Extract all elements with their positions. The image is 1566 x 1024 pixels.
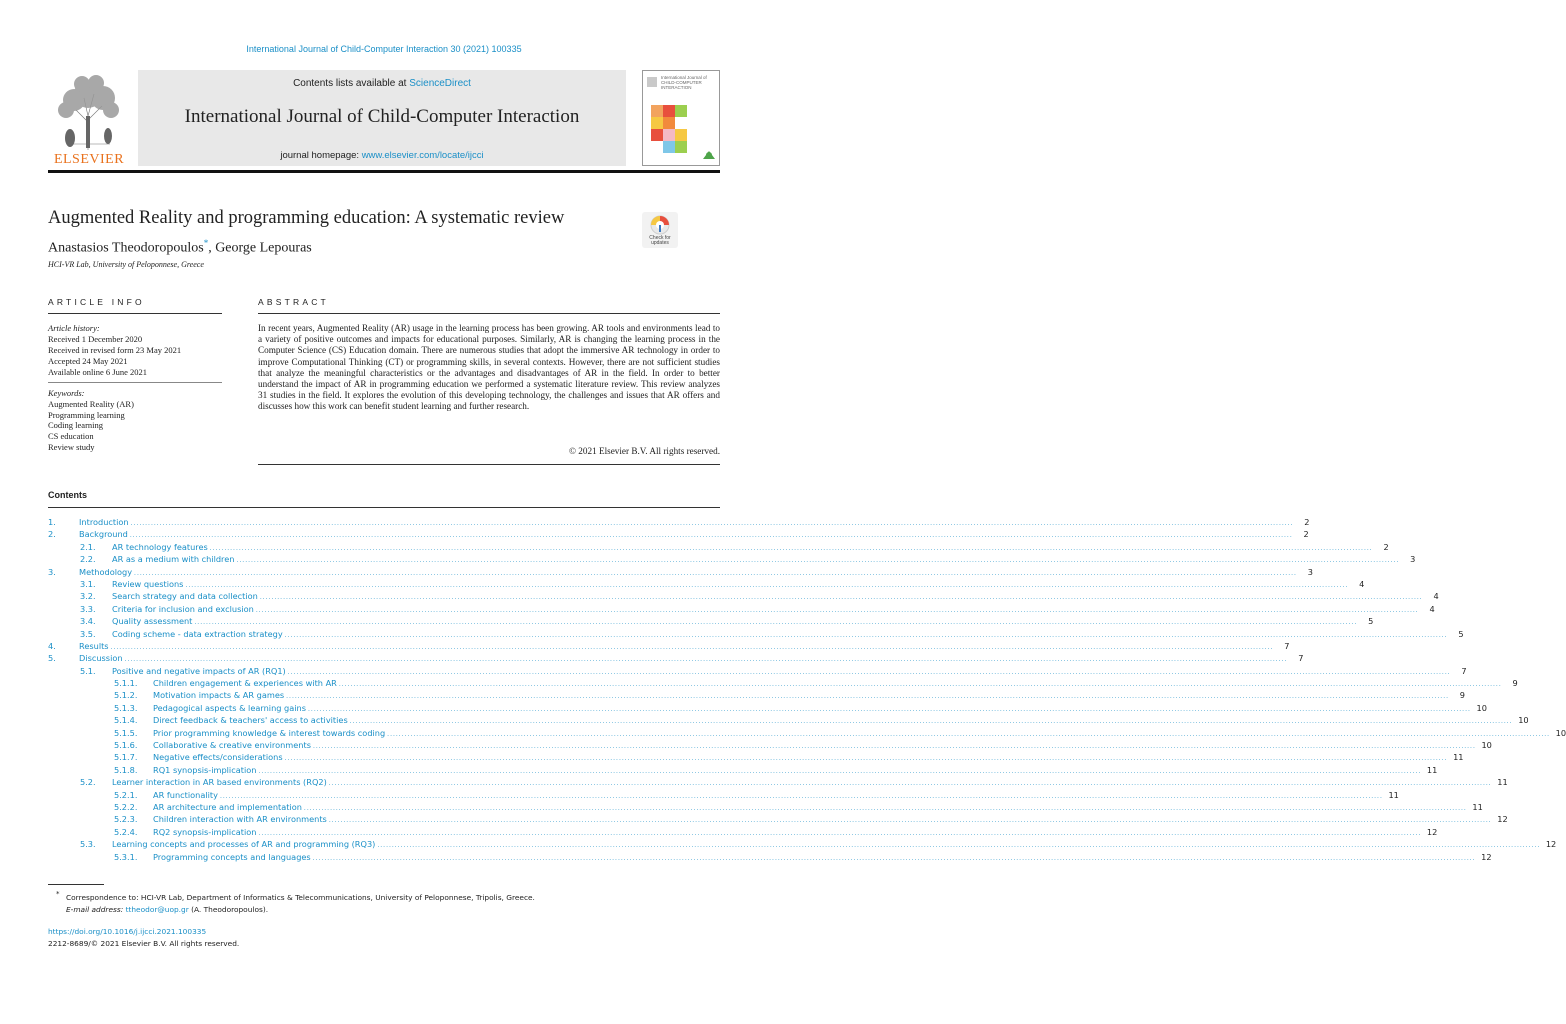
toc-entry-number: 3.3. <box>80 603 96 614</box>
toc-leader-dots: ................................................................................................................................................................................................................................................................................................................................................................................................................ <box>338 681 1502 689</box>
toc-entry[interactable] <box>48 665 1467 677</box>
elsevier-tree-icon <box>48 72 130 152</box>
article-info-rule <box>48 313 222 314</box>
toc-entry-page: 7 <box>1298 653 1304 664</box>
toc-entry-page: 10 <box>1481 740 1492 751</box>
keywords-label: Keywords: <box>48 388 85 398</box>
toc-entry-label[interactable]: Pedagogical aspects & learning gains <box>153 702 307 713</box>
journal-title: International Journal of Child-Computer Interaction <box>184 106 580 127</box>
toc-leader-dots: ................................................................................................................................................................................................................................................................................................................................................................................................................ <box>124 656 1288 664</box>
toc-entry-label[interactable]: Discussion <box>79 653 123 664</box>
cover-art-icon <box>643 71 721 167</box>
toc-entry[interactable] <box>48 727 1566 739</box>
toc-entry-number: 5.1.2. <box>114 690 138 701</box>
toc-entry-number: 5.3.1. <box>114 851 138 862</box>
toc-entry-page: 7 <box>1284 640 1290 651</box>
toc-leader-dots: ................................................................................................................................................................................................................................................................................................................................................................................................................ <box>312 743 1476 751</box>
elsevier-wordmark: ELSEVIER <box>53 152 125 167</box>
email-line <box>66 905 268 914</box>
toc-entry-page: 11 <box>1453 752 1464 763</box>
toc-leader-dots: ................................................................................................................................................................................................................................................................................................................................................................................................................ <box>284 631 1448 639</box>
abstract-heading: ABSTRACT <box>258 297 329 307</box>
toc-entry[interactable] <box>48 528 1309 540</box>
toc-entry[interactable] <box>48 838 1557 850</box>
toc-leader-dots: ................................................................................................................................................................................................................................................................................................................................................................................................................ <box>236 557 1400 565</box>
toc-entry[interactable] <box>48 578 1365 590</box>
toc-entry-label[interactable]: Negative effects/considerations <box>153 752 283 763</box>
toc-leader-dots: ................................................................................................................................................................................................................................................................................................................................................................................................................ <box>303 804 1467 812</box>
toc-entry-number: 5.3. <box>80 839 96 850</box>
toc-entry[interactable] <box>48 851 1492 863</box>
email-link[interactable]: ttheodor@uop.gr <box>125 905 189 914</box>
corresponding-author-mark[interactable]: * <box>203 238 209 248</box>
toc-entry-label[interactable]: Criteria for inclusion and exclusion <box>112 603 254 614</box>
toc-entry-page: 12 <box>1481 851 1492 862</box>
toc-leader-dots: ................................................................................................................................................................................................................................................................................................................................................................................................................ <box>377 842 1541 850</box>
toc-entry-label[interactable]: Children engagement & experiences with AR <box>153 678 337 689</box>
keyword-item: Review study <box>48 441 95 452</box>
contents-prefix: Contents lists available at <box>293 78 410 89</box>
toc-entry[interactable] <box>48 714 1529 726</box>
email-suffix: (A. Theodoropoulos). <box>191 905 269 914</box>
toc-entry[interactable] <box>48 640 1290 652</box>
toc-entry-number: 5.2.3. <box>114 814 138 825</box>
journal-citation[interactable]: International Journal of Child-Computer Interaction 30 (2021) 100335 <box>246 44 522 54</box>
toc-entry-number: 2.2. <box>80 554 96 565</box>
toc-entry-label[interactable]: AR as a medium with children <box>112 554 235 565</box>
toc-entry[interactable] <box>48 813 1508 825</box>
toc-entry-page: 4 <box>1359 578 1365 589</box>
toc-entry-page: 10 <box>1518 715 1529 726</box>
toc-entry-page: 2 <box>1304 517 1310 527</box>
keyword-item: Coding learning <box>48 420 104 431</box>
contents-title: Contents <box>48 490 87 500</box>
toc-entry-number: 5.1.3. <box>114 702 138 713</box>
toc-entry-label[interactable]: Collaborative & creative environments <box>153 740 311 751</box>
toc-entry[interactable] <box>48 553 1416 565</box>
abstract-copyright: © 2021 Elsevier B.V. All rights reserved. <box>569 446 720 456</box>
journal-homepage <box>138 150 626 161</box>
toc-entry-label[interactable]: Coding scheme - data extraction strategy <box>112 628 283 639</box>
toc-entry-page: 2 <box>1303 529 1309 540</box>
toc-entry-number: 5.2.4. <box>114 826 138 837</box>
toc-leader-dots: ................................................................................................................................................................................................................................................................................................................................................................................................................ <box>219 792 1383 800</box>
toc-entry-page: 7 <box>1461 665 1467 676</box>
toc-entry-number: 5.1.1. <box>114 678 138 689</box>
toc-entry-label[interactable]: Review questions <box>112 578 184 589</box>
toc-leader-dots: ................................................................................................................................................................................................................................................................................................................................................................................................................ <box>209 544 1373 552</box>
toc-entry[interactable] <box>48 566 1313 578</box>
toc-entry[interactable] <box>48 615 1374 627</box>
toc-leader-dots: ................................................................................................................................................................................................................................................................................................................................................................................................................ <box>286 693 1450 701</box>
toc-entry-label[interactable]: AR technology features <box>112 541 208 552</box>
toc-entry-page: 2 <box>1383 541 1389 552</box>
history-item: Received 1 December 2020 <box>48 334 143 344</box>
toc-leader-dots: ................................................................................................................................................................................................................................................................................................................................................................................................................ <box>349 718 1513 726</box>
abstract-bottom-rule <box>258 464 720 465</box>
doi-link[interactable]: https://doi.org/10.1016/j.ijcci.2021.100335 <box>48 927 207 936</box>
toc-leader-dots: ................................................................................................................................................................................................................................................................................................................................................................................................................ <box>259 594 1423 602</box>
author-affiliation: HCI-VR Lab, University of Peloponnese, Greece <box>48 260 204 269</box>
issn-copyright: 2212-8689/© 2021 Elsevier B.V. All rights reserved. <box>48 939 240 948</box>
masthead-divider <box>48 170 720 173</box>
author-rest[interactable]: , George Lepouras <box>208 240 312 256</box>
toc-entry-number: 3.5. <box>80 628 96 639</box>
article-history <box>48 323 222 378</box>
toc-leader-dots: ................................................................................................................................................................................................................................................................................................................................................................................................................ <box>328 780 1492 788</box>
toc-entry-number: 3.4. <box>80 616 96 627</box>
toc-entry[interactable] <box>48 801 1483 813</box>
toc-entry[interactable] <box>48 826 1438 838</box>
toc-leader-dots: ................................................................................................................................................................................................................................................................................................................................................................................................................ <box>129 532 1293 540</box>
email-label: E-mail address: <box>66 905 124 914</box>
keyword-item: Programming learning <box>48 409 125 420</box>
journal-cover-thumbnail[interactable] <box>642 70 720 166</box>
toc-entry[interactable] <box>48 739 1492 751</box>
abstract-rule <box>258 313 720 314</box>
toc-entry-label[interactable]: RQ2 synopsis-implication <box>153 826 257 837</box>
toc-entry-number: 3.1. <box>80 578 96 589</box>
contents-availability <box>138 78 626 89</box>
toc-entry-number: 5.2.2. <box>114 801 138 812</box>
toc-entry-number: 2. <box>48 529 56 540</box>
toc-entry-number: 5.1.6. <box>114 740 138 751</box>
toc-entry[interactable] <box>48 751 1464 763</box>
elsevier-logo <box>48 72 130 166</box>
cover-title: International Journal of CHILD-COMPUTER INTERACTION <box>661 75 707 90</box>
toc-leader-dots: ................................................................................................................................................................................................................................................................................................................................................................................................................ <box>258 829 1422 837</box>
check-for-updates-label[interactable]: Check for updates <box>649 235 671 246</box>
toc-entry-label[interactable]: AR architecture and implementation <box>153 801 302 812</box>
toc-leader-dots: ................................................................................................................................................................................................................................................................................................................................................................................................................ <box>194 619 1358 627</box>
correspondence-text: Correspondence to: HCI-VR Lab, Department of Informatics & Telecommunications, University of Peloponnese, Tripolis, Greece. <box>66 893 535 902</box>
toc-leader-dots: ................................................................................................................................................................................................................................................................................................................................................................................................................ <box>287 668 1451 676</box>
toc-entry-label[interactable]: Motivation impacts & AR games <box>153 690 285 701</box>
keyword-item: Augmented Reality (AR) <box>48 398 134 409</box>
toc-entry-number: 5.1.8. <box>114 764 138 775</box>
history-item: Received in revised form 23 May 2021 <box>48 345 182 355</box>
toc-entry[interactable] <box>48 702 1487 714</box>
history-item: Available online 6 June 2021 <box>48 367 147 377</box>
toc-entry-number: 3. <box>48 566 56 577</box>
contents-rule <box>48 507 720 508</box>
homepage-link[interactable]: www.elsevier.com/locate/ijcci <box>361 150 484 161</box>
toc-entry[interactable] <box>48 689 1466 701</box>
table-of-contents <box>48 516 1566 863</box>
toc-entry-page: 11 <box>1472 801 1483 812</box>
toc-entry-number: 5.1.4. <box>114 715 138 726</box>
toc-leader-dots: ................................................................................................................................................................................................................................................................................................................................................................................................................ <box>308 705 1471 713</box>
toc-entry-number: 1. <box>48 517 56 527</box>
toc-entry-number: 5.2. <box>80 777 96 788</box>
toc-leader-dots: ................................................................................................................................................................................................................................................................................................................................................................................................................ <box>134 569 1297 577</box>
keywords-block <box>48 388 222 453</box>
toc-leader-dots: ................................................................................................................................................................................................................................................................................................................................................................................................................ <box>258 767 1422 775</box>
toc-entry-page: 3 <box>1410 554 1416 565</box>
history-label: Article history: <box>48 323 100 333</box>
toc-entry-number: 4. <box>48 640 56 651</box>
footnote-mark: * <box>56 890 60 898</box>
toc-entry-page: 3 <box>1307 566 1313 577</box>
toc-entry[interactable] <box>48 590 1439 602</box>
toc-entry-label[interactable]: RQ1 synopsis-implication <box>153 764 257 775</box>
toc-entry-label[interactable]: Learning concepts and processes of AR and programming (RQ3) <box>112 839 376 850</box>
sciencedirect-link[interactable]: ScienceDirect <box>409 78 471 89</box>
footnote-rule <box>48 884 104 885</box>
toc-entry-label[interactable]: Methodology <box>79 566 133 577</box>
toc-entry-page: 9 <box>1459 690 1466 701</box>
masthead-center <box>138 70 626 166</box>
toc-leader-dots: ................................................................................................................................................................................................................................................................................................................................................................................................................ <box>185 581 1349 589</box>
toc-entry-label[interactable]: Children interaction with AR environments <box>153 814 327 825</box>
toc-entry-label[interactable]: Background <box>79 529 128 540</box>
toc-entry-number: 5.1. <box>80 665 96 676</box>
toc-entry-label[interactable]: Quality assessment <box>112 616 193 627</box>
article-title: Augmented Reality and programming education: A systematic review <box>48 208 565 228</box>
author-first[interactable]: Anastasios Theodoropoulos <box>48 240 204 256</box>
toc-leader-dots: ................................................................................................................................................................................................................................................................................................................................................................................................................ <box>255 606 1419 614</box>
toc-entry-label[interactable]: Search strategy and data collection <box>112 591 258 602</box>
toc-entry[interactable] <box>48 677 1518 689</box>
toc-entry[interactable] <box>48 628 1464 640</box>
toc-leader-dots: ................................................................................................................................................................................................................................................................................................................................................................................................................ <box>284 755 1448 763</box>
toc-entry-page: 12 <box>1545 839 1557 850</box>
toc-entry-number: 5.2.1. <box>114 789 138 800</box>
toc-entry-number: 3.2. <box>80 591 96 602</box>
toc-entry-label[interactable]: Prior programming knowledge & interest towards coding <box>153 727 386 738</box>
toc-leader-dots: ................................................................................................................................................................................................................................................................................................................................................................................................................ <box>328 817 1492 825</box>
toc-entry-page: 12 <box>1426 826 1438 837</box>
toc-entry-page: 4 <box>1433 591 1439 602</box>
toc-entry-label[interactable]: Direct feedback & teachers' access to activities <box>153 715 348 726</box>
toc-entry-label[interactable]: AR functionality <box>153 789 218 800</box>
toc-entry-page: 11 <box>1426 764 1438 775</box>
toc-entry-label[interactable]: Results <box>79 640 109 651</box>
toc-entry[interactable] <box>48 541 1389 553</box>
toc-entry-page: 9 <box>1512 678 1518 689</box>
toc-leader-dots: ................................................................................................................................................................................................................................................................................................................................................................................................................ <box>130 520 1294 527</box>
author-list <box>48 238 312 257</box>
toc-entry-number: 5. <box>48 653 56 664</box>
toc-leader-dots: ................................................................................................................................................................................................................................................................................................................................................................................................................ <box>387 730 1551 738</box>
article-info-heading: ARTICLE INFO <box>48 297 145 307</box>
history-item: Accepted 24 May 2021 <box>48 356 128 366</box>
toc-entry[interactable] <box>48 789 1399 801</box>
toc-entry[interactable] <box>48 776 1508 788</box>
toc-leader-dots: ................................................................................................................................................................................................................................................................................................................................................................................................................ <box>312 854 1476 862</box>
toc-entry-number: 5.1.5. <box>114 727 138 738</box>
toc-entry-page: 10 <box>1476 702 1487 713</box>
toc-entry-label[interactable]: Introduction <box>79 517 129 527</box>
toc-entry-number: 5.1.7. <box>114 752 138 763</box>
toc-leader-dots: ................................................................................................................................................................................................................................................................................................................................................................................................................ <box>110 643 1274 651</box>
toc-entry[interactable] <box>48 603 1435 615</box>
keyword-item: CS education <box>48 431 94 442</box>
toc-entry-page: 11 <box>1497 777 1508 788</box>
history-divider <box>48 382 222 383</box>
toc-entry-number: 2.1. <box>80 541 96 552</box>
toc-entry-label[interactable]: Learner interaction in AR based environments (RQ2) <box>112 777 327 788</box>
homepage-prefix: journal homepage: <box>280 150 362 161</box>
toc-entry-page: 12 <box>1497 814 1508 825</box>
toc-entry-page: 11 <box>1388 789 1399 800</box>
toc-entry-page: 10 <box>1555 727 1566 738</box>
toc-entry[interactable] <box>48 764 1438 776</box>
abstract-text: In recent years, Augmented Reality (AR) usage in the learning process has been growing. AR tools and environments lead to a variety of positive outcomes and impacts for educational purposes. Similarly, AR is changing the learning process in the Computer Science (CS) Education domain. There are numerous studies that adopt the immersive AR technology in order to improve Computational Thinking (CT) or programming skills, in several contexts. However, there are not sufficient studies that analyze the meaningful characteristics or the advantages and disadvantages of AR in the field. In order to better understand the impact of AR in programming education we performed a systematic literature review. This review analyzes 31 studies in the field. It explores the evolution of this developing technology, the challenges and issues that AR offers and discusses how this work can benefit student learning and further research. <box>258 323 720 412</box>
toc-entry-page: 5 <box>1458 628 1464 639</box>
toc-entry[interactable] <box>48 516 1310 528</box>
toc-entry-page: 4 <box>1429 603 1435 614</box>
toc-entry-page: 5 <box>1368 616 1374 627</box>
journal-masthead <box>48 70 720 166</box>
toc-entry-label[interactable]: Programming concepts and languages <box>153 851 311 862</box>
toc-entry[interactable] <box>48 652 1304 664</box>
toc-entry-label[interactable]: Positive and negative impacts of AR (RQ1) <box>112 665 286 676</box>
